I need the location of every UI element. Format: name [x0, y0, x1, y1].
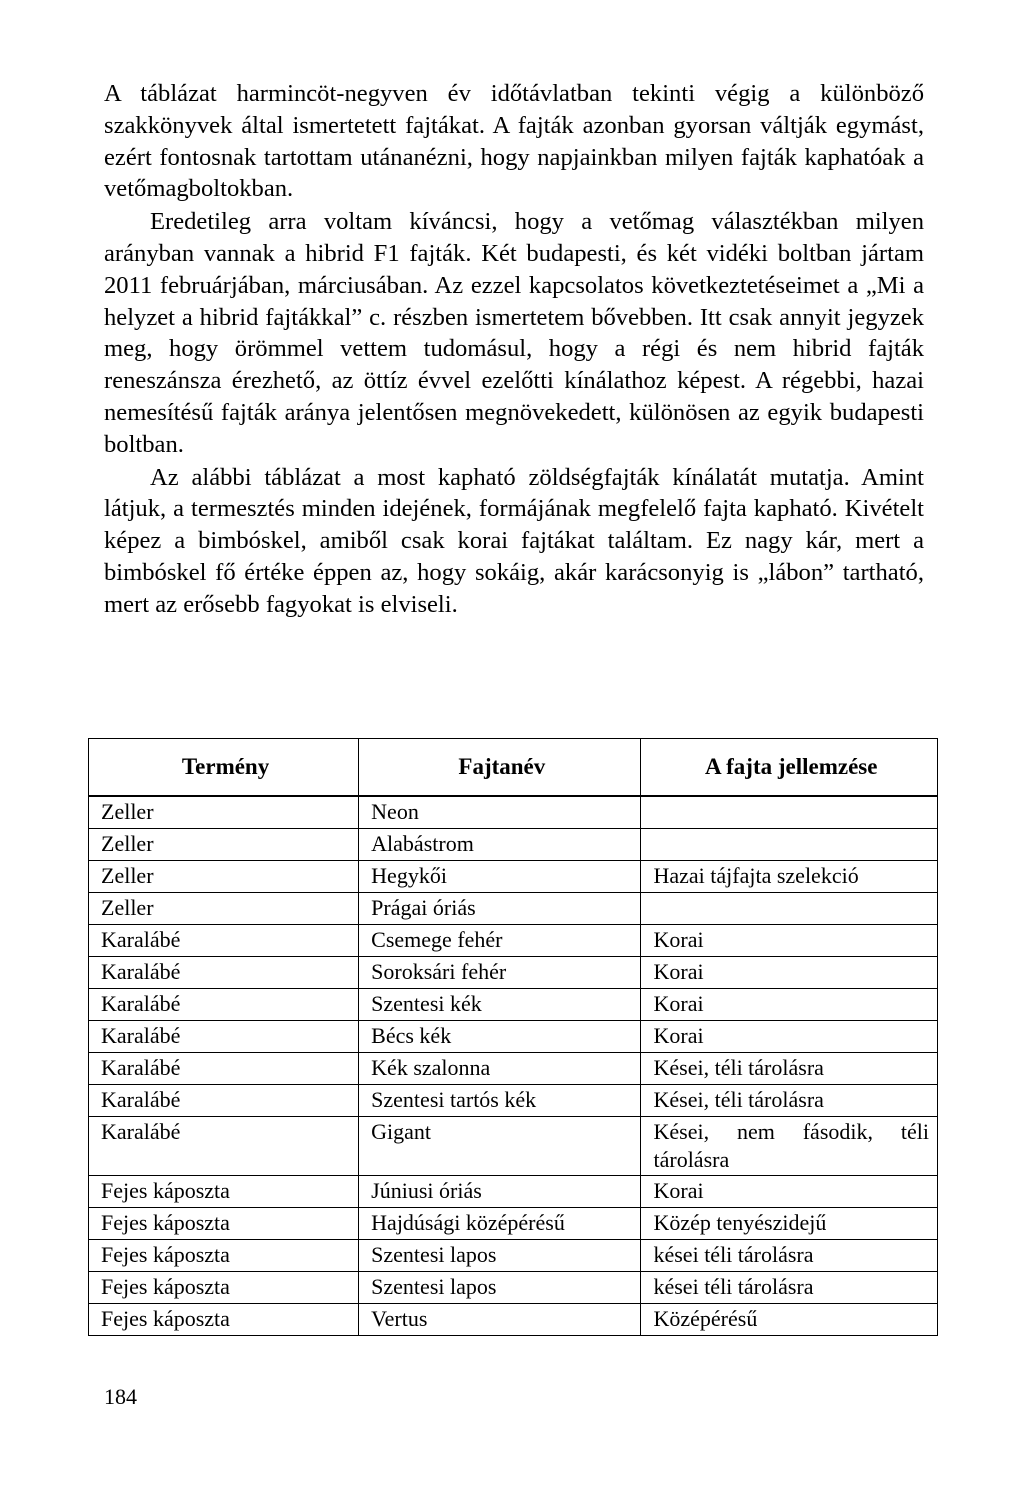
cell-variety-description: Korai	[641, 925, 938, 957]
cell-crop: Fejes káposzta	[89, 1272, 359, 1304]
table-row	[89, 796, 938, 829]
paragraph-2: Eredetileg arra voltam kíváncsi, hogy a vetőmag választékban milyen arányban vannak a hibrid F1 fajták. Két budapesti, és két vidéki boltban jártam 2011 februárjában, márciusában. Az ezzel kapcsolatos következtetéseimet a „Mi a helyzet a hibrid fajtákkal” c. részben ismertetem bővebben. Itt csak annyit jegyzek meg, hogy örömmel vettem tudomásul, hogy a régi és nem hibrid fajták reneszánsza érezhető, az öttíz évvel ezelőtti kínálathoz képest. A régebbi, hazai nemesítésű fajták aránya jelentősen megnövekedett, különösen az egyik budapesti boltban.	[104, 208, 924, 458]
cell-crop: Fejes káposzta	[89, 1208, 359, 1240]
cell-crop: Fejes káposzta	[89, 1304, 359, 1336]
cell-variety-description: Hazai tájfajta szelekció	[641, 861, 938, 893]
cell-variety-description: Kései, téli tárolásra	[641, 1053, 938, 1085]
cell-variety-description: Középérésű	[641, 1304, 938, 1336]
variety-table	[88, 738, 938, 1336]
cell-variety-description: Kései, nem fásodik, téli tárolásra	[641, 1117, 938, 1176]
cell-variety-name: Neon	[359, 796, 641, 829]
table-row	[89, 1021, 938, 1053]
table-row	[89, 1240, 938, 1272]
cell-variety-name: Soroksári fehér	[359, 957, 641, 989]
cell-variety-name: Prágai óriás	[359, 893, 641, 925]
cell-variety-description: Korai	[641, 1021, 938, 1053]
cell-variety-name: Hajdúsági középérésű	[359, 1208, 641, 1240]
cell-crop: Karalábé	[89, 1053, 359, 1085]
cell-variety-name: Júniusi óriás	[359, 1176, 641, 1208]
cell-crop: Karalábé	[89, 1117, 359, 1176]
cell-variety-description	[641, 829, 938, 861]
table-row	[89, 1272, 938, 1304]
cell-crop: Zeller	[89, 829, 359, 861]
cell-variety-name: Szentesi tartós kék	[359, 1085, 641, 1117]
cell-crop: Karalábé	[89, 1085, 359, 1117]
cell-variety-description: Kései, téli tárolásra	[641, 1085, 938, 1117]
cell-crop: Karalábé	[89, 1021, 359, 1053]
cell-variety-name: Szentesi lapos	[359, 1272, 641, 1304]
cell-crop: Fejes káposzta	[89, 1176, 359, 1208]
variety-table-container	[88, 738, 938, 1336]
table-row	[89, 1085, 938, 1117]
paragraph-1: A táblázat harmincöt-negyven év időtávlatban tekinti végig a különböző szakkönyvek által ismertetett fajtákat. A fajták azonban gyorsan váltják egymást, ezért fontosnak tartottam utánanézni, hogy napjainkban milyen fajták kaphatóak a vetőmagboltokban.	[104, 80, 924, 203]
cell-crop: Zeller	[89, 796, 359, 829]
cell-variety-name: Alabástrom	[359, 829, 641, 861]
cell-crop: Zeller	[89, 861, 359, 893]
table-row	[89, 1053, 938, 1085]
cell-crop: Karalábé	[89, 989, 359, 1021]
page-body	[104, 78, 924, 621]
cell-variety-description: Korai	[641, 957, 938, 989]
cell-variety-name: Gigant	[359, 1117, 641, 1176]
header-crop: Termény	[89, 739, 359, 797]
cell-variety-description: Közép tenyészidejű	[641, 1208, 938, 1240]
cell-variety-description: kései téli tárolásra	[641, 1272, 938, 1304]
cell-variety-description: kései téli tárolásra	[641, 1240, 938, 1272]
header-variety-name: Fajtanév	[359, 739, 641, 797]
cell-variety-description: Korai	[641, 989, 938, 1021]
table-row	[89, 1304, 938, 1336]
table-row	[89, 989, 938, 1021]
table-row	[89, 957, 938, 989]
cell-variety-description: Korai	[641, 1176, 938, 1208]
header-variety-description: A fajta jellemzése	[641, 739, 938, 797]
table-row	[89, 861, 938, 893]
cell-variety-name: Bécs kék	[359, 1021, 641, 1053]
table-row	[89, 893, 938, 925]
cell-variety-name: Kék szalonna	[359, 1053, 641, 1085]
cell-variety-name: Szentesi lapos	[359, 1240, 641, 1272]
table-row	[89, 829, 938, 861]
cell-variety-description	[641, 796, 938, 829]
cell-variety-name: Csemege fehér	[359, 925, 641, 957]
page-number: 184	[104, 1384, 137, 1409]
table-row	[89, 1208, 938, 1240]
cell-variety-description	[641, 893, 938, 925]
cell-variety-name: Vertus	[359, 1304, 641, 1336]
cell-crop: Fejes káposzta	[89, 1240, 359, 1272]
table-row	[89, 1117, 938, 1176]
cell-crop: Zeller	[89, 893, 359, 925]
cell-variety-name: Hegykői	[359, 861, 641, 893]
paragraph-3: Az alábbi táblázat a most kapható zöldségfajták kínálatát mutatja. Amint látjuk, a termesztés minden idejének, formájának megfelelő fajta kapható. Kivételt képez a bimbóskel, amiből csak korai fajtákat találtam. Ez nagy kár, mert a bimbóskel fő értéke éppen az, hogy sokáig, akár karácsonyig is „lábon” tartható, mert az erősebb fagyokat is elviseli.	[104, 463, 924, 618]
table-header-row	[89, 739, 938, 797]
table-body	[89, 796, 938, 1336]
cell-crop: Karalábé	[89, 925, 359, 957]
cell-variety-name: Szentesi kék	[359, 989, 641, 1021]
table-row	[89, 1176, 938, 1208]
cell-crop: Karalábé	[89, 957, 359, 989]
table-row	[89, 925, 938, 957]
